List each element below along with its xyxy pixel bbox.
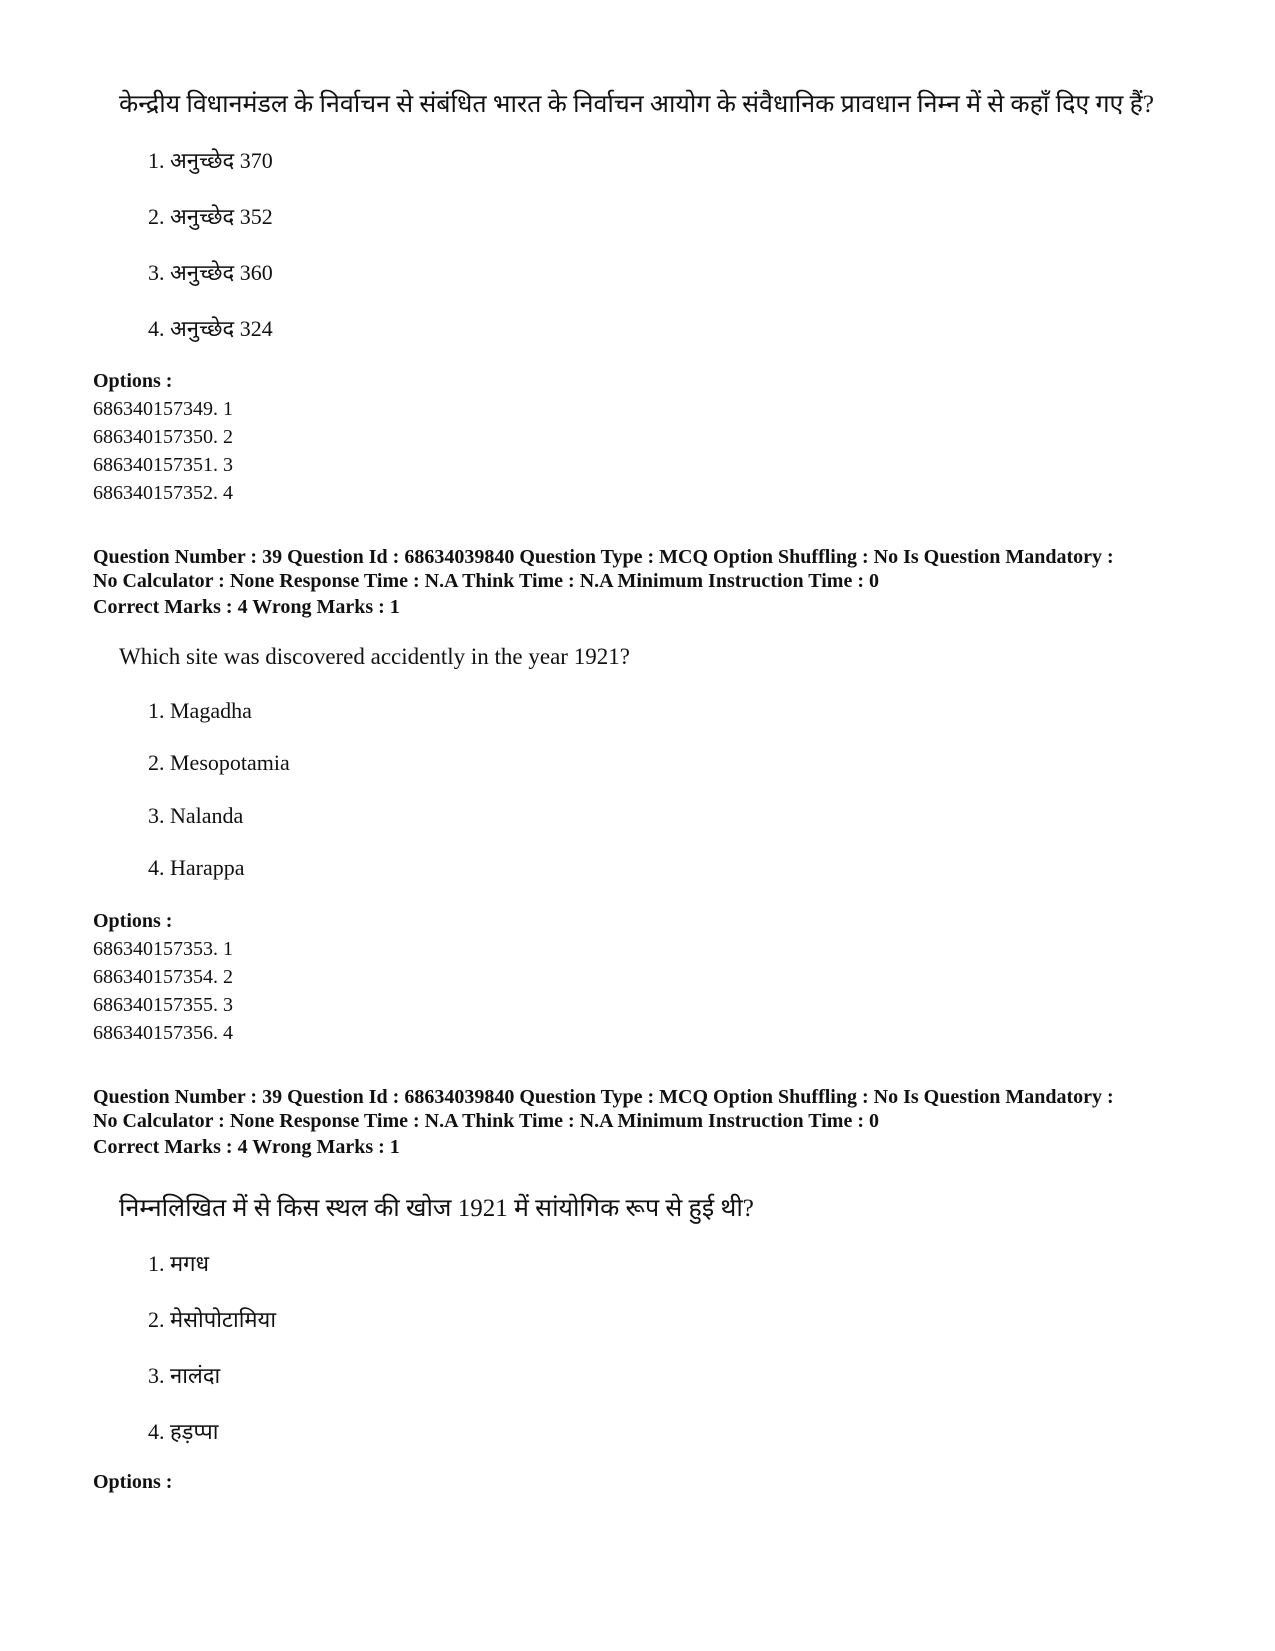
option-id: 686340157350. 2 (93, 426, 233, 448)
option-id: 686340157349. 1 (93, 398, 233, 420)
choice-item: 1. मगध (148, 1251, 210, 1276)
question-text: केन्द्रीय विधानमंडल के निर्वाचन से संबंधित भारत के निर्वाचन आयोग के संवैधानिक प्रावधान निम्न में से कहाँ दिए गए हैं? (119, 91, 1154, 118)
choice-item: 2. अनुच्छेद 352 (148, 204, 273, 229)
choice-item: 3. अनुच्छेद 360 (148, 260, 273, 285)
option-id: 686340157353. 1 (93, 938, 233, 960)
options-label: Options : (93, 910, 173, 932)
options-label: Options : (93, 1471, 173, 1493)
options-label: Options : (93, 370, 173, 392)
option-id: 686340157354. 2 (93, 966, 233, 988)
meta-line: Question Number : 39 Question Id : 68634039840 Question Type : MCQ Option Shuffling : No Is Question Mandatory : (93, 1086, 1114, 1108)
choice-item: 4. अनुच्छेद 324 (148, 316, 273, 341)
choice-item: 4. हड़प्पा (148, 1419, 219, 1444)
choice-item: 2. Mesopotamia (148, 750, 290, 775)
option-id: 686340157356. 4 (93, 1022, 233, 1044)
option-id: 686340157352. 4 (93, 482, 233, 504)
choice-item: 2. मेसोपोटामिया (148, 1307, 277, 1332)
marks-line: Correct Marks : 4 Wrong Marks : 1 (93, 1136, 400, 1158)
choice-item: 4. Harappa (148, 855, 245, 880)
question-meta (93, 1085, 1203, 1133)
option-id: 686340157351. 3 (93, 454, 233, 476)
choice-item: 3. Nalanda (148, 803, 244, 828)
question-meta (93, 545, 1203, 593)
choice-item: 3. नालंदा (148, 1363, 221, 1388)
marks-line: Correct Marks : 4 Wrong Marks : 1 (93, 596, 400, 618)
option-id: 686340157355. 3 (93, 994, 233, 1016)
choice-item: 1. Magadha (148, 698, 252, 723)
choice-item: 1. अनुच्छेद 370 (148, 148, 273, 173)
question-text: Which site was discovered accidently in the year 1921? (119, 644, 630, 669)
meta-line: No Calculator : None Response Time : N.A Think Time : N.A Minimum Instruction Time : 0 (93, 570, 879, 592)
question-text: निम्नलिखित में से किस स्थल की खोज 1921 में सांयोगिक रूप से हुई थी? (119, 1195, 754, 1222)
meta-line: No Calculator : None Response Time : N.A Think Time : N.A Minimum Instruction Time : 0 (93, 1110, 879, 1132)
meta-line: Question Number : 39 Question Id : 68634039840 Question Type : MCQ Option Shuffling : No Is Question Mandatory : (93, 546, 1114, 568)
